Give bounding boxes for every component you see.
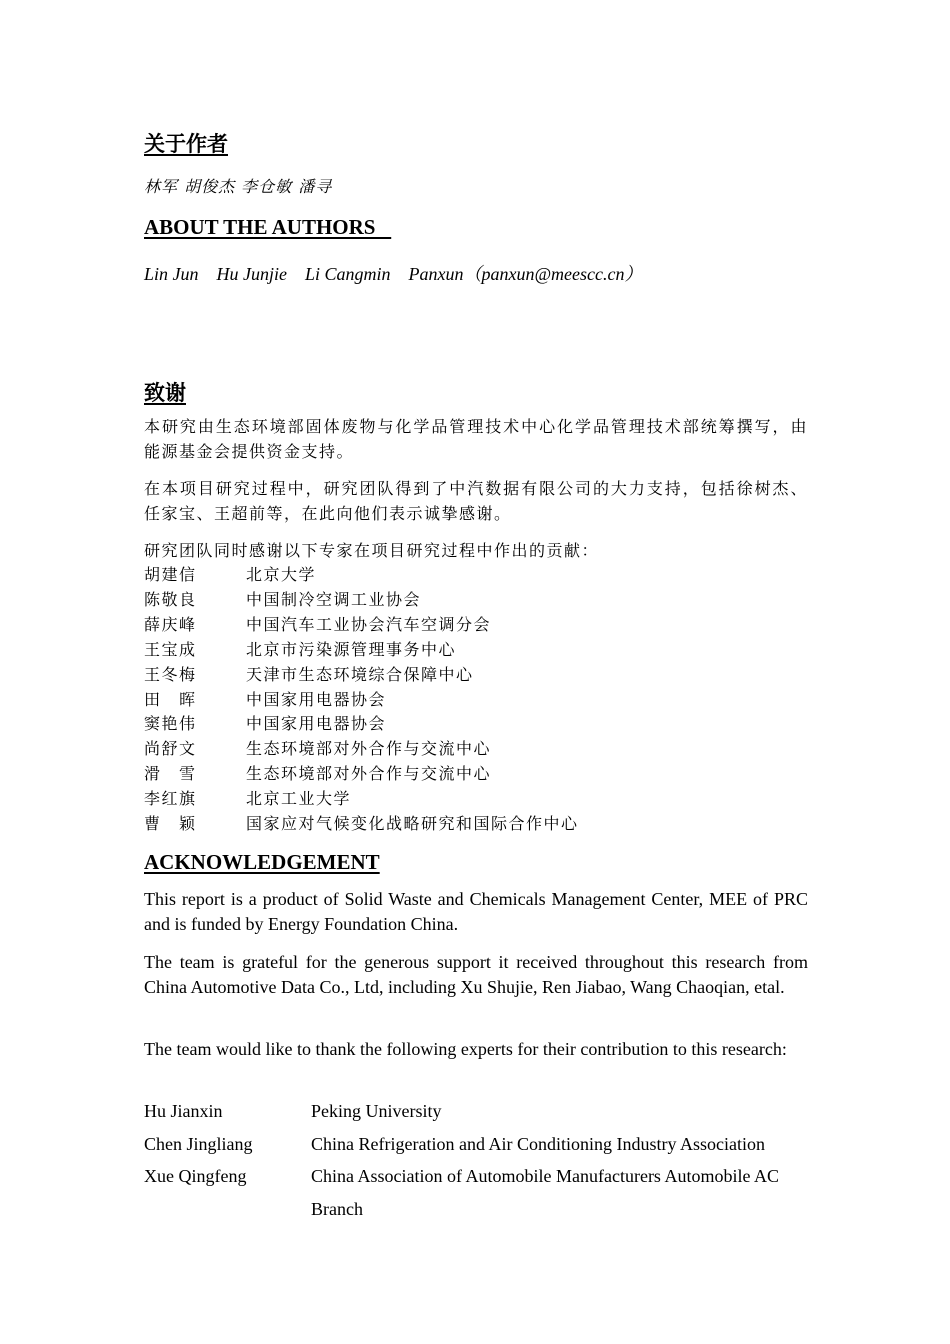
authors-cn-names: 林军 胡俊杰 李仓敏 潘寻 [144, 177, 333, 196]
expert-organization: China Refrigeration and Air Conditioning Industry Association [311, 1133, 765, 1154]
list-item [144, 1095, 808, 1128]
expert-organization: 中国汽车工业协会汽车空调分会 [246, 614, 492, 634]
expert-name: 滑 雪 [144, 764, 197, 784]
list-item [144, 812, 808, 837]
expert-name: 王宝成 [144, 639, 197, 659]
list-item [144, 712, 808, 737]
acknowledgement-en-paragraph-2: The team is grateful for the generous support it received throughout this research from China Automotive Data Co., Ltd, including Xu Shujie, Ren Jiabao, Wang Chaoqian, etal. [144, 952, 808, 997]
list-item [144, 638, 808, 663]
expert-name: Hu Jianxin [144, 1101, 223, 1121]
expert-name: Xue Qingfeng [144, 1166, 247, 1186]
acknowledgement-cn-heading: 致谢 [144, 381, 186, 405]
list-item [144, 762, 808, 787]
experts-cn-list [144, 563, 808, 837]
acknowledgement-en-paragraph-1: This report is a product of Solid Waste and Chemicals Management Center, MEE of PRC and is funded by Energy Foundation China. [144, 889, 808, 934]
expert-organization: 北京市污染源管理事务中心 [246, 639, 457, 659]
expert-organization: 北京大学 [246, 565, 317, 584]
authors-en-names: Lin Jun Hu Junjie Li Cangmin Panxun（panxun@meescc.cn） [144, 264, 643, 284]
expert-name: Chen Jingliang [144, 1133, 253, 1154]
list-item [144, 613, 808, 638]
acknowledgement-cn-paragraph-2: 在本项目研究过程中，研究团队得到了中汽数据有限公司的大力支持，包括徐树杰、任家宝、王超前等，在此向他们表示诚挚感谢。 [144, 479, 808, 523]
list-item [144, 737, 808, 762]
list-item [144, 787, 808, 812]
expert-name: 薛庆峰 [144, 614, 197, 634]
expert-name: 陈敬良 [144, 589, 197, 609]
list-item [144, 688, 808, 713]
expert-name: 李红旗 [144, 789, 197, 809]
expert-name: 窦艳伟 [144, 714, 197, 734]
experts-en-list [144, 1095, 808, 1225]
expert-organization: 中国家用电器协会 [246, 689, 387, 709]
expert-organization: Peking University [311, 1101, 442, 1121]
expert-name: 曹 颖 [144, 814, 197, 834]
expert-name: 田 晖 [144, 689, 197, 709]
expert-name: 王冬梅 [144, 664, 197, 684]
acknowledgement-en-experts-intro: The team would like to thank the following experts for their contribution to this research: [144, 1039, 787, 1059]
expert-organization: 生态环境部对外合作与交流中心 [246, 739, 492, 759]
acknowledgement-cn-experts-intro: 研究团队同时感谢以下专家在项目研究过程中作出的贡献： [144, 541, 600, 560]
list-item [144, 588, 808, 613]
about-authors-en-heading: ABOUT THE AUTHORS [144, 215, 392, 239]
expert-organization: China Association of Automobile Manufacturers Automobile AC Branch [311, 1166, 779, 1219]
list-item [144, 663, 808, 688]
expert-organization: 天津市生态环境综合保障中心 [246, 664, 474, 684]
about-authors-cn-heading: 关于作者 [144, 132, 228, 156]
expert-organization: 北京工业大学 [246, 789, 352, 809]
expert-organization: 生态环境部对外合作与交流中心 [246, 764, 492, 784]
list-item [144, 1160, 808, 1225]
expert-organization: 中国家用电器协会 [246, 714, 387, 734]
expert-organization: 中国制冷空调工业协会 [246, 589, 422, 609]
acknowledgement-en-heading: ACKNOWLEDGEMENT [144, 850, 380, 874]
acknowledgement-cn-paragraph-1: 本研究由生态环境部固体废物与化学品管理技术中心化学品管理技术部统筹撰写，由能源基金会提供资金支持。 [144, 417, 808, 461]
expert-name: 胡建信 [144, 565, 197, 584]
expert-name: 尚舒文 [144, 739, 197, 759]
list-item [144, 563, 808, 588]
expert-organization: 国家应对气候变化战略研究和国际合作中心 [246, 814, 579, 834]
list-item [144, 1128, 808, 1161]
